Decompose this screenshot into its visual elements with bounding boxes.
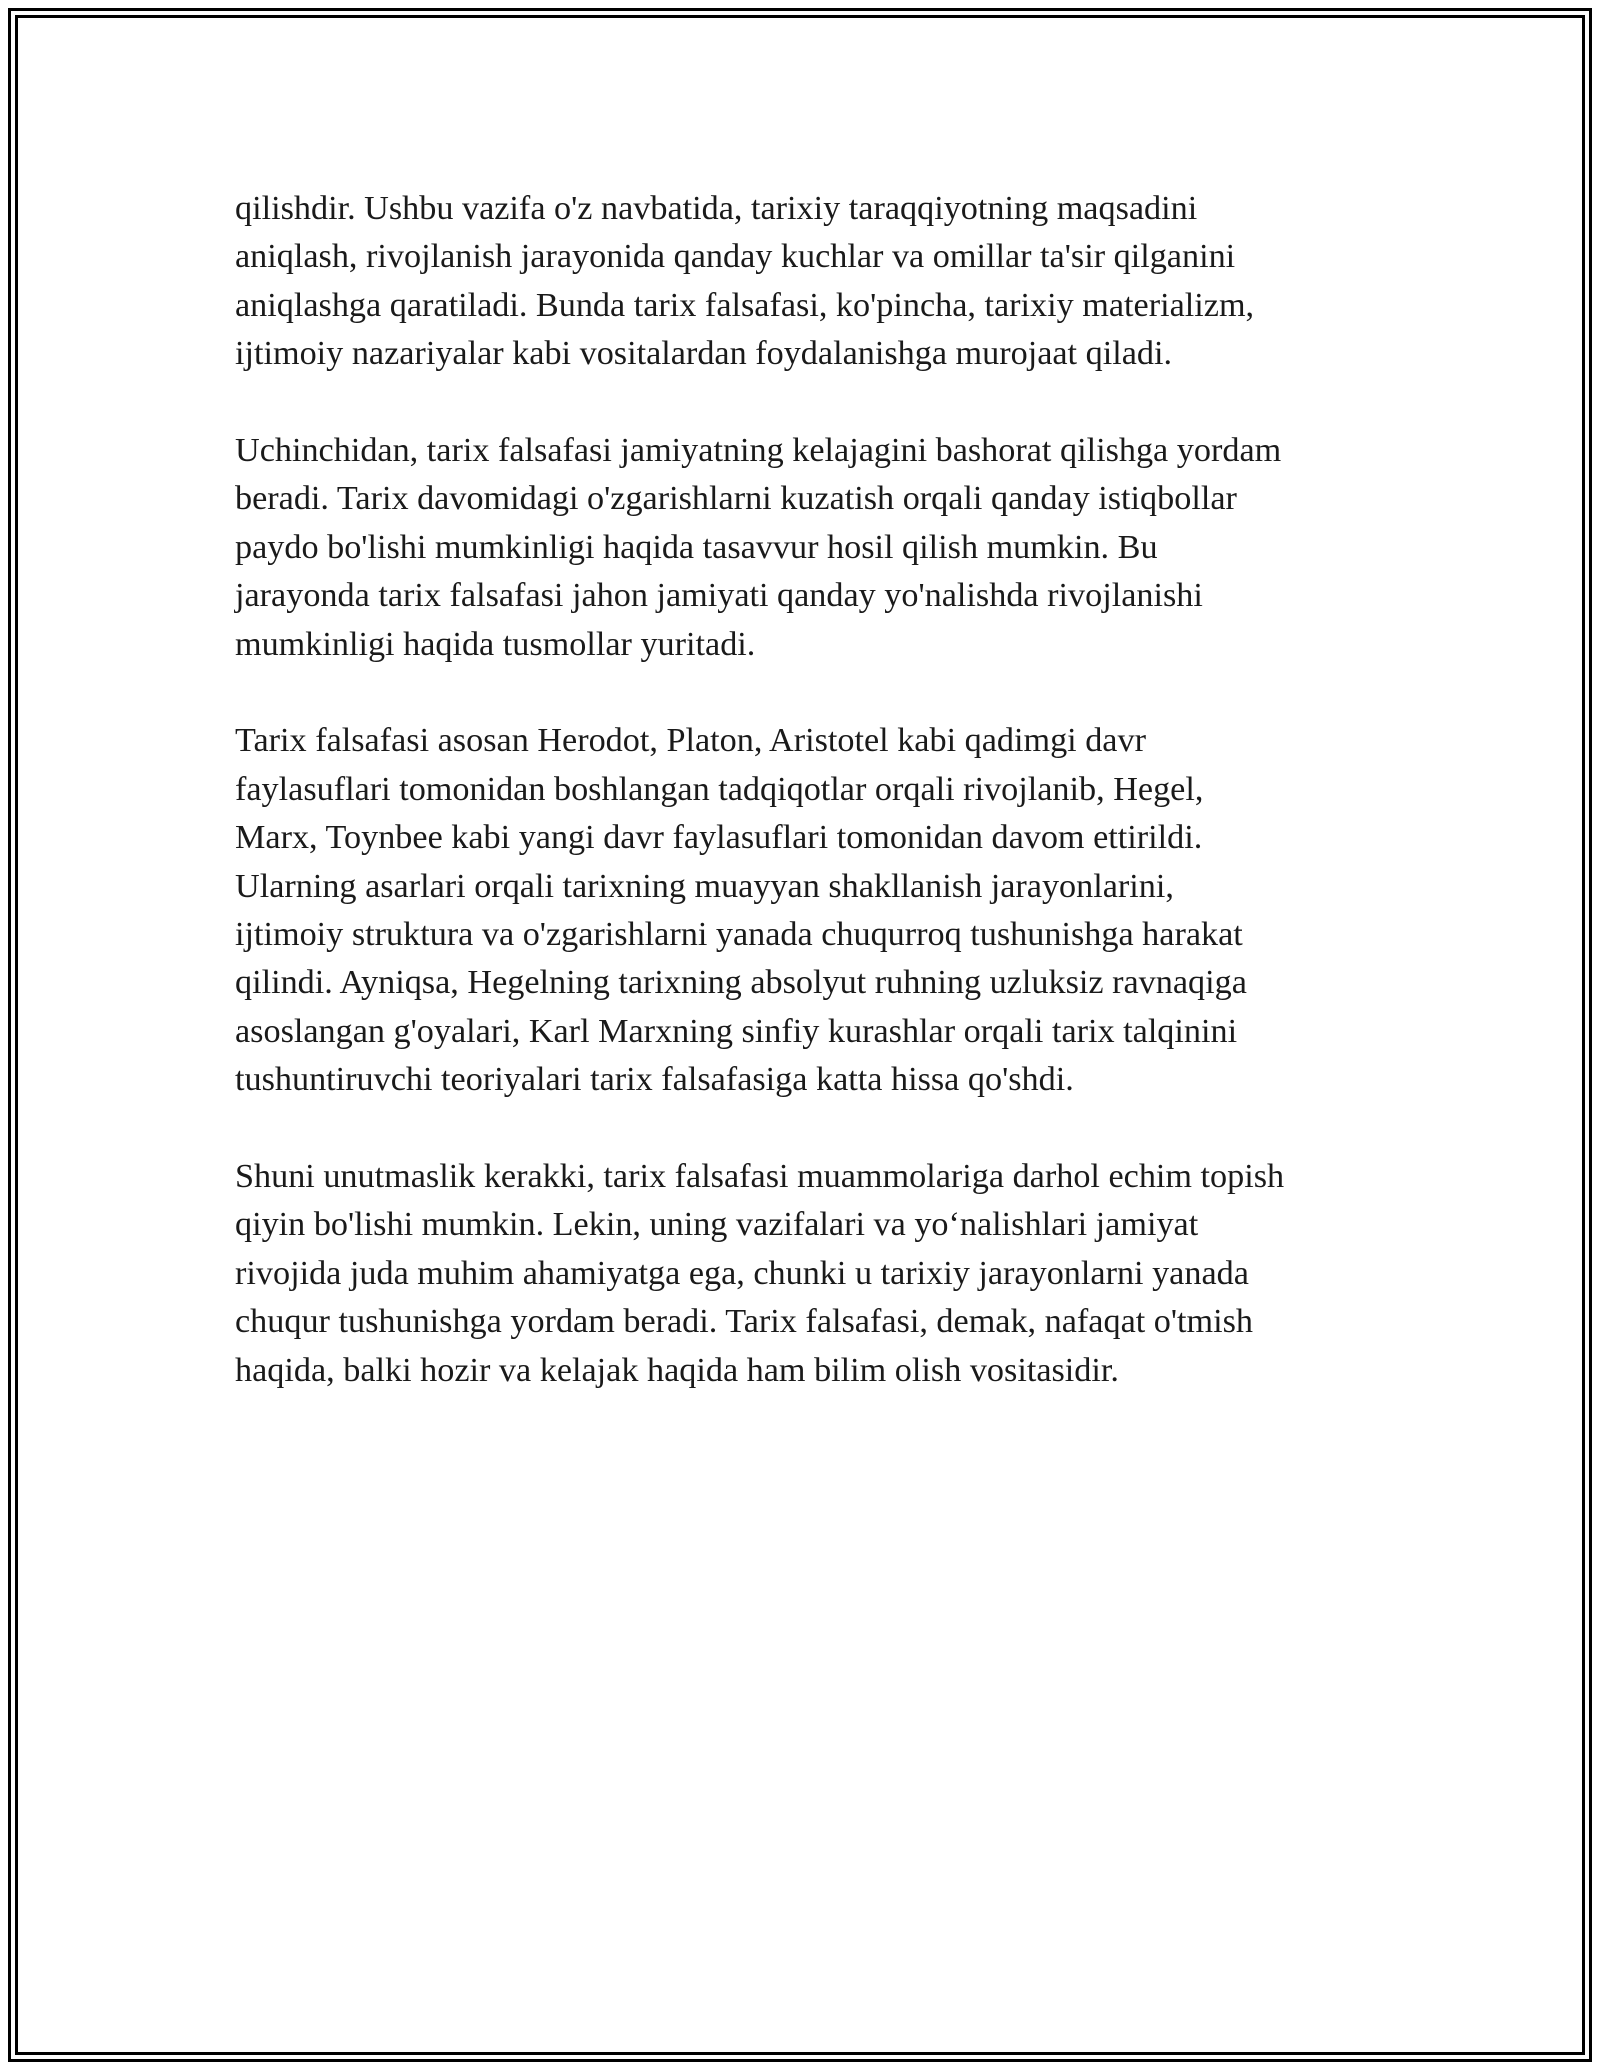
text-line: Tarix falsafasi asosan Herodot, Platon, Aristotel kabi qadimgi davr [235, 722, 1146, 760]
text-line: qiyin bo'lishi mumkin. Lekin, uning vazifalari va yo‘nalishlari jamiyat [235, 1206, 1199, 1244]
paragraph-2 [235, 427, 1415, 669]
text-line: ijtimoiy struktura va o'zgarishlarni yanada chuqurroq tushunishga harakat [235, 916, 1243, 954]
text-line: mumkinligi haqida tusmollar yuritadi. [235, 625, 756, 663]
paragraph-4 [235, 1153, 1415, 1395]
paragraph-1 [235, 185, 1415, 379]
text-line: Uchinchidan, tarix falsafasi jamiyatning kelajagini bashorat qilishga yordam [235, 432, 1282, 470]
text-line: paydo bo'lishi mumkinligi haqida tasavvur hosil qilish mumkin. Bu [235, 528, 1158, 566]
text-line: qilishdir. Ushbu vazifa o'z navbatida, tarixiy taraqqiyotning maqsadini [235, 190, 1198, 227]
text-line: Shuni unutmaslik kerakki, tarix falsafasi muammolariga darhol echim topish [235, 1158, 1285, 1196]
text-line: tushuntiruvchi teoriyalari tarix falsafasiga katta hissa qo'shdi. [235, 1061, 1074, 1099]
text-line: aniqlashga qaratiladi. Bunda tarix falsafasi, ko'pincha, tarixiy materializm, [235, 286, 1255, 324]
text-line: faylasuflari tomonidan boshlangan tadqiqotlar orqali rivojlanib, Hegel, [235, 770, 1204, 808]
document-body [235, 185, 1415, 1444]
text-line: rivojida juda muhim ahamiyatga ega, chunki u tarixiy jarayonlarni yanada [235, 1254, 1249, 1292]
text-line: aniqlash, rivojlanish jarayonida qanday kuchlar va omillar ta'sir qilganini [235, 238, 1236, 276]
text-line: ijtimoiy nazariyalar kabi vositalardan foydalanishga murojaat qiladi. [235, 335, 1173, 373]
text-line: Marx, Toynbee kabi yangi davr faylasuflari tomonidan davom ettirildi. [235, 819, 1203, 857]
text-line: haqida, balki hozir va kelajak haqida ham bilim olish vositasidir. [235, 1351, 1119, 1389]
text-line: chuqur tushunishga yordam beradi. Tarix falsafasi, demak, nafaqat o'tmish [235, 1303, 1254, 1341]
text-line: asoslangan g'oyalari, Karl Marxning sinfiy kurashlar orqali tarix talqinini [235, 1012, 1238, 1050]
text-line: beradi. Tarix davomidagi o'zgarishlarni kuzatish orqali qanday istiqbollar [235, 480, 1237, 518]
text-line: Ularning asarlari orqali tarixning muayyan shakllanish jarayonlarini, [235, 867, 1174, 905]
text-line: qilindi. Ayniqsa, Hegelning tarixning absolyut ruhning uzluksiz ravnaqiga [235, 964, 1247, 1002]
paragraph-3 [235, 717, 1415, 1104]
text-line: jarayonda tarix falsafasi jahon jamiyati qanday yo'nalishda rivojlanishi [235, 577, 1203, 615]
